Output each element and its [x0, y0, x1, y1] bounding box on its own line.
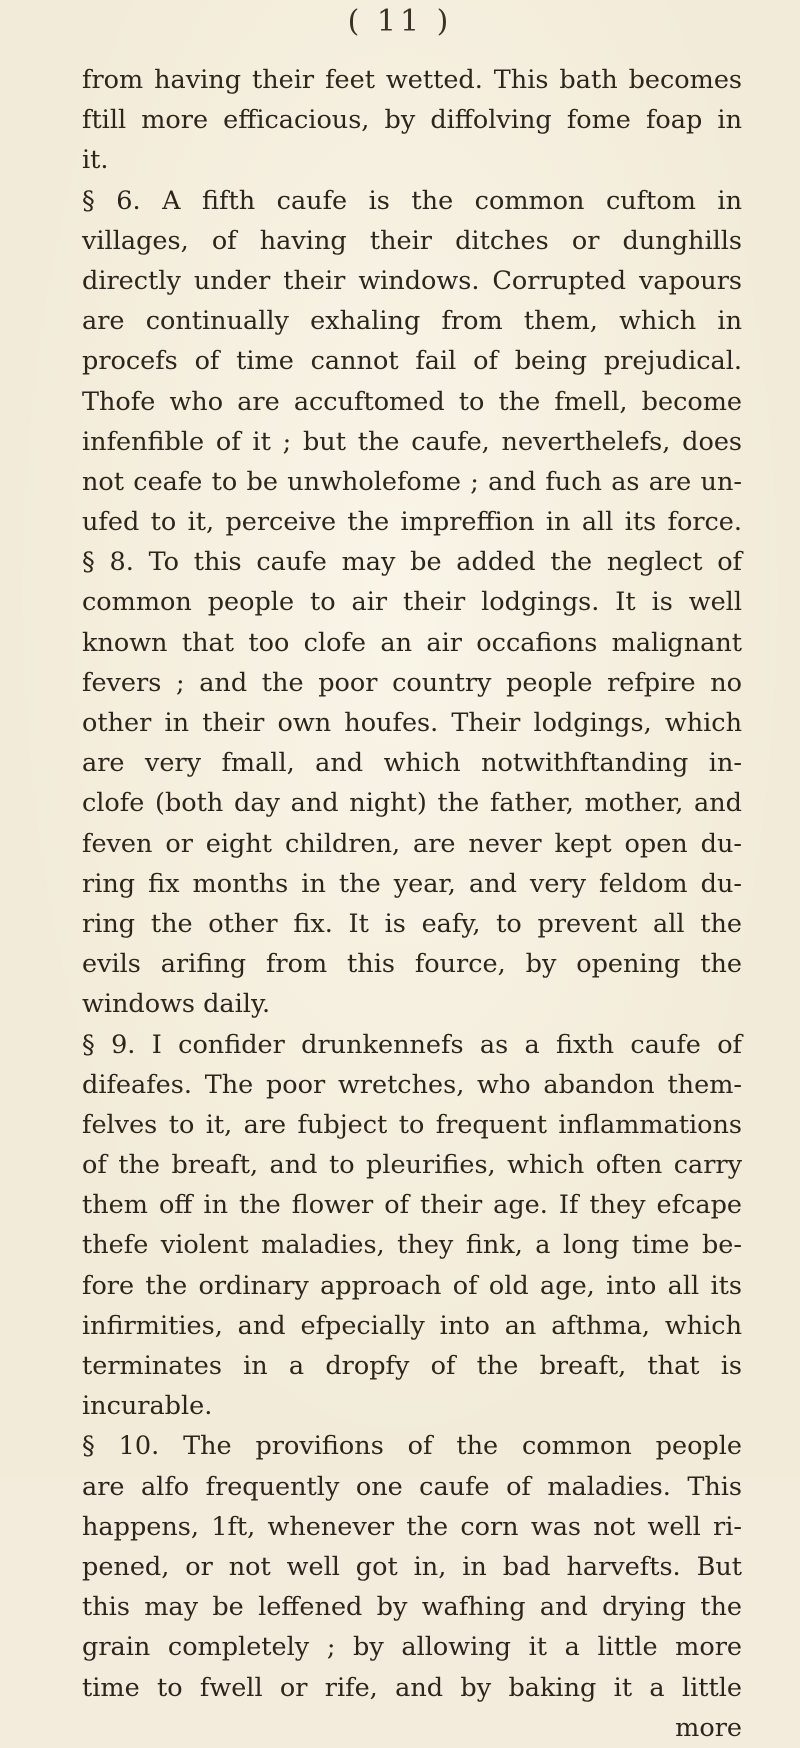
text-line: not ceafe to be unwholefome ; and fuch as are un-	[82, 466, 742, 497]
text-line: incurable.	[82, 1391, 213, 1422]
text-line: ring fix months in the year, and very feldom du-	[82, 868, 742, 899]
text-line: fevers ; and the poor country people refpire no	[82, 667, 742, 698]
text-line: § 10. The provifions of the common people	[82, 1431, 742, 1462]
text-line: thefe violent maladies, they fink, a long time be-	[82, 1230, 742, 1261]
text-line: ftill more efficacious, by diffolving fome foap in	[82, 105, 742, 136]
page-number: ( 11 )	[347, 4, 453, 39]
text-line: directly under their windows. Corrupted vapours	[82, 265, 742, 296]
catchword: more	[675, 1712, 742, 1743]
text-line: Thofe who are accuftomed to the fmell, become	[82, 386, 742, 417]
text-line: it.	[82, 145, 109, 176]
text-line: difeafes. The poor wretches, who abandon them-	[82, 1069, 742, 1100]
text-line: grain completely ; by allowing it a little more	[82, 1632, 742, 1663]
text-line: feven or eight children, are never kept open du-	[82, 828, 742, 859]
text-line: clofe (both day and night) the father, mother, and	[82, 788, 742, 819]
text-line: pened, or not well got in, in bad harvefts. But	[82, 1551, 742, 1582]
text-line: time to fwell or rife, and by baking it a little	[82, 1672, 742, 1703]
text-line: infenfible of it ; but the caufe, neverthelefs, does	[82, 426, 742, 457]
text-line: ring the other fix. It is eafy, to prevent all the	[82, 908, 742, 939]
text-line: from having their feet wetted. This bath becomes	[82, 65, 742, 95]
text-line: other in their own houfes. Their lodgings, which	[82, 708, 742, 738]
body-text	[82, 60, 742, 1748]
text-line: terminates in a dropfy of the breaft, that is	[82, 1351, 742, 1381]
text-line: are very fmall, and which notwithftanding in-	[82, 748, 742, 779]
text-line: known that too clofe an air occafions malignant	[82, 627, 742, 658]
text-line: § 9. I confider drunkennefs as a fixth caufe of	[82, 1029, 742, 1060]
text-line: § 6. A fifth caufe is the common cuftom in	[82, 185, 742, 216]
text-line: villages, of having their ditches or dunghills	[82, 225, 742, 256]
text-line: of the breaft, and to pleurifies, which often carry	[82, 1150, 742, 1181]
text-line: § 8. To this caufe may be added the neglect of	[82, 547, 742, 578]
text-line: are continually exhaling from them, which in	[82, 306, 742, 337]
text-line: windows daily.	[82, 989, 271, 1020]
text-line: evils arifing from this fource, by opening the	[82, 949, 742, 980]
text-line: fore the ordinary approach of old age, into all its	[82, 1270, 742, 1301]
text-line: ufed to it, perceive the impreffion in all its force.	[82, 507, 742, 538]
text-line: this may be leffened by wafhing and drying the	[82, 1592, 742, 1623]
text-line: them off in the flower of their age. If they efcape	[82, 1190, 742, 1221]
text-line: are alfo frequently one caufe of maladies. This	[82, 1471, 742, 1502]
text-line: infirmities, and efpecially into an afthma, which	[82, 1310, 742, 1341]
text-line: procefs of time cannot fail of being prejudical.	[82, 346, 742, 377]
text-line: common people to air their lodgings. It is well	[82, 587, 742, 618]
text-line: happens, 1ft, whenever the corn was not well ri-	[82, 1511, 742, 1542]
text-line: felves to it, are fubject to frequent inflammations	[82, 1109, 742, 1140]
